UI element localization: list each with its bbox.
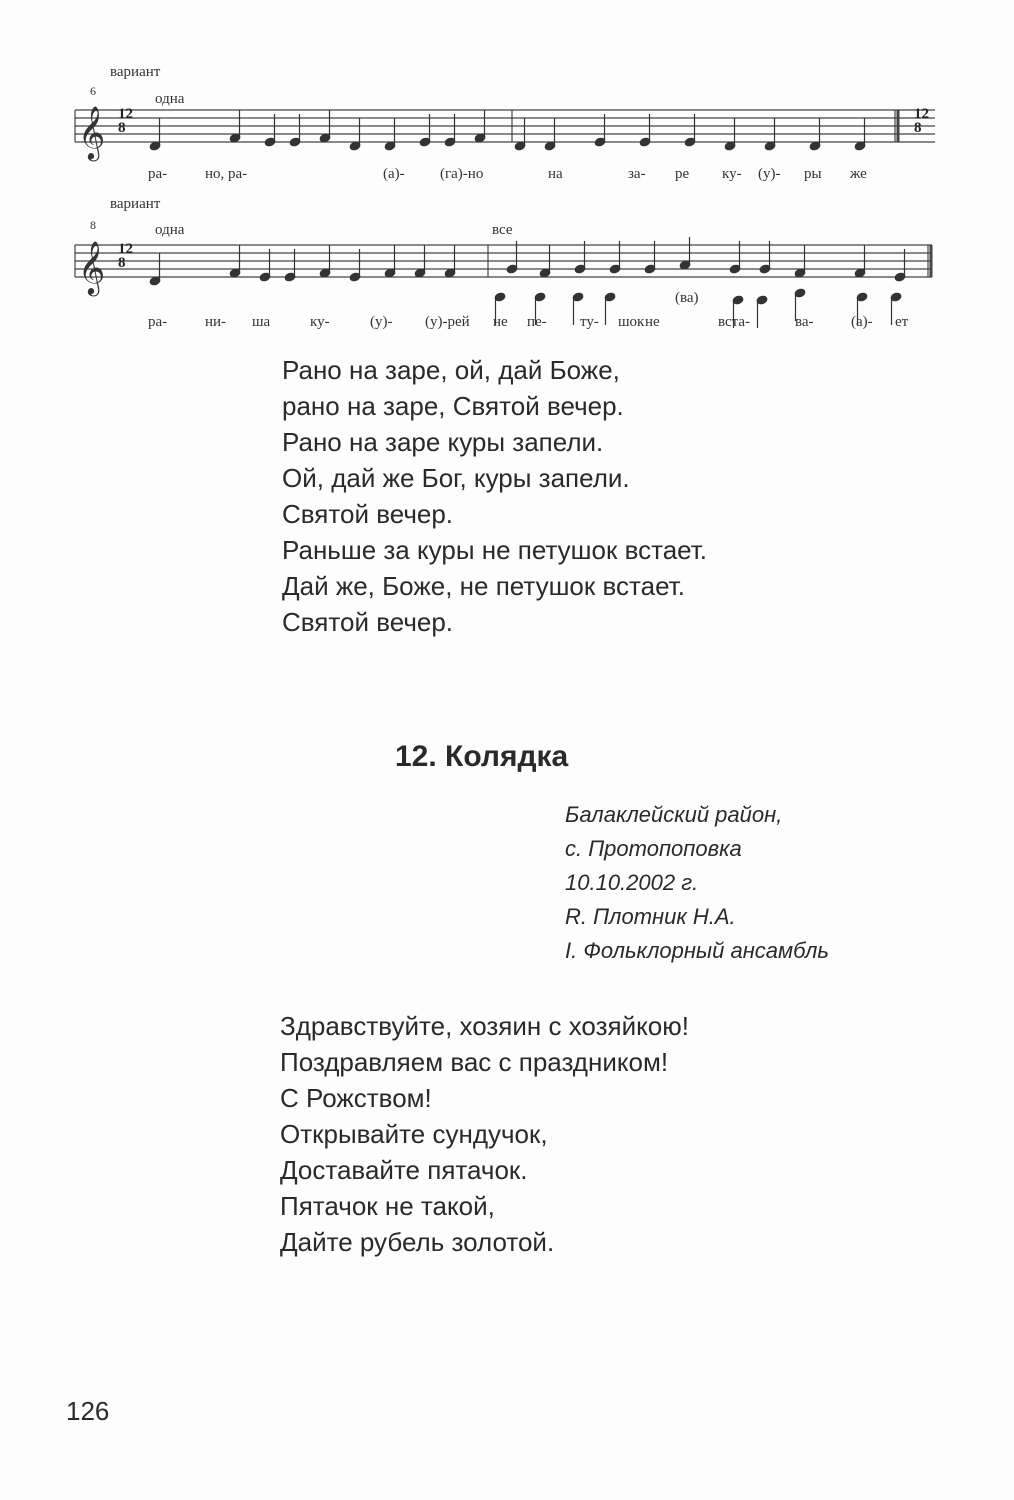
meta-district: Балаклейский район, [565,802,783,827]
verse-line: Святой вечер. [282,607,454,637]
lyric-syllable: ва- [795,314,814,330]
lyric-syllable: ра- [148,314,168,330]
lyric-syllable: за- [628,166,646,182]
lyric-syllable: пе- [527,314,547,330]
lyric-line: Пятачок не такой, [280,1191,495,1221]
part-label-1: одна [155,91,185,107]
part-label-2: одна [155,222,185,238]
verse-line: Рано на заре куры запели. [282,427,604,457]
verse-1 [282,352,707,640]
verse-line: Раньше за куры не петушок встает. [282,535,708,565]
treble-clef-2: 𝄞 [78,240,106,294]
lyric-line: Открывайте сундучок, [280,1119,548,1149]
meta-recorder: R. Плотник Н.А. [565,904,736,929]
meta-date: 10.10.2002 г. [565,870,699,895]
meta-village: с. Протопоповка [565,836,742,861]
part-label-all: все [492,222,513,238]
lyric-syllable: ту- [580,314,599,330]
verse-line: Святой вечер. [282,499,454,529]
lyric-syllable: (у)- [370,314,393,330]
verse-line: Ой, дай же Бог, куры запели. [282,463,630,493]
lyric-syllable: шок [618,314,645,330]
variant-label-2: вариант [110,196,161,212]
lyric-line: Поздравляем вас с праздником! [280,1047,669,1077]
lyric-syllable: ет [895,314,909,330]
lyric-syllable: ку- [722,166,742,182]
meta-informant: I. Фольклорный ансамбль [565,938,829,963]
lyric-syllable: вста- [718,314,751,330]
measure-number-2: 8 [90,218,96,232]
lyric-syllable: (а)- [383,166,405,182]
song-lyrics [280,1008,689,1260]
staff-system-1 [75,110,935,142]
lyric-syllable: (га)-но [440,166,484,182]
verse-line: Рано на заре, ой, дай Боже, [282,355,620,385]
treble-clef-1: 𝄞 [78,105,106,159]
end-time-signature-1: 12 8 [914,106,929,136]
song-meta [565,798,829,968]
lyric-syllable: не [493,314,508,330]
lyric-syllable: но, ра- [205,166,248,182]
lyric-syllable: же [850,166,867,182]
lyric-line: Здравствуйте, хозяин с хозяйкою! [280,1011,689,1041]
lyric-syllable: ре [675,166,690,182]
time-signature-2: 12 8 [118,241,133,271]
lyric-syllable: не [645,314,660,330]
small-lyric-va: (ва) [675,290,699,306]
variant-label-1: вариант [110,64,161,80]
page-number: 126 [66,1396,110,1426]
verse-line: Дай же, Боже, не петушок встает. [282,571,685,601]
lyric-syllable: (у)-рей [425,314,470,330]
lyric-syllable: ша [252,314,271,330]
lyric-syllable: ни- [205,314,227,330]
lyric-syllable: (у)- [758,166,781,182]
lyric-syllable: ры [804,166,822,182]
lyric-syllable: на [548,166,563,182]
lyric-syllable: ра- [148,166,168,182]
verse-line: рано на заре, Святой вечер. [282,391,624,421]
measure-number-1: 6 [90,84,96,98]
lyric-line: С Рожством! [280,1083,432,1113]
lyric-syllable: (а)- [851,314,873,330]
lyric-syllable: ку- [310,314,330,330]
lyric-line: Дайте рубель золотой. [280,1227,555,1257]
song-title: 12. Колядка [395,740,569,773]
lyric-line: Доставайте пятачок. [280,1155,528,1185]
time-signature-1: 12 8 [118,106,133,136]
